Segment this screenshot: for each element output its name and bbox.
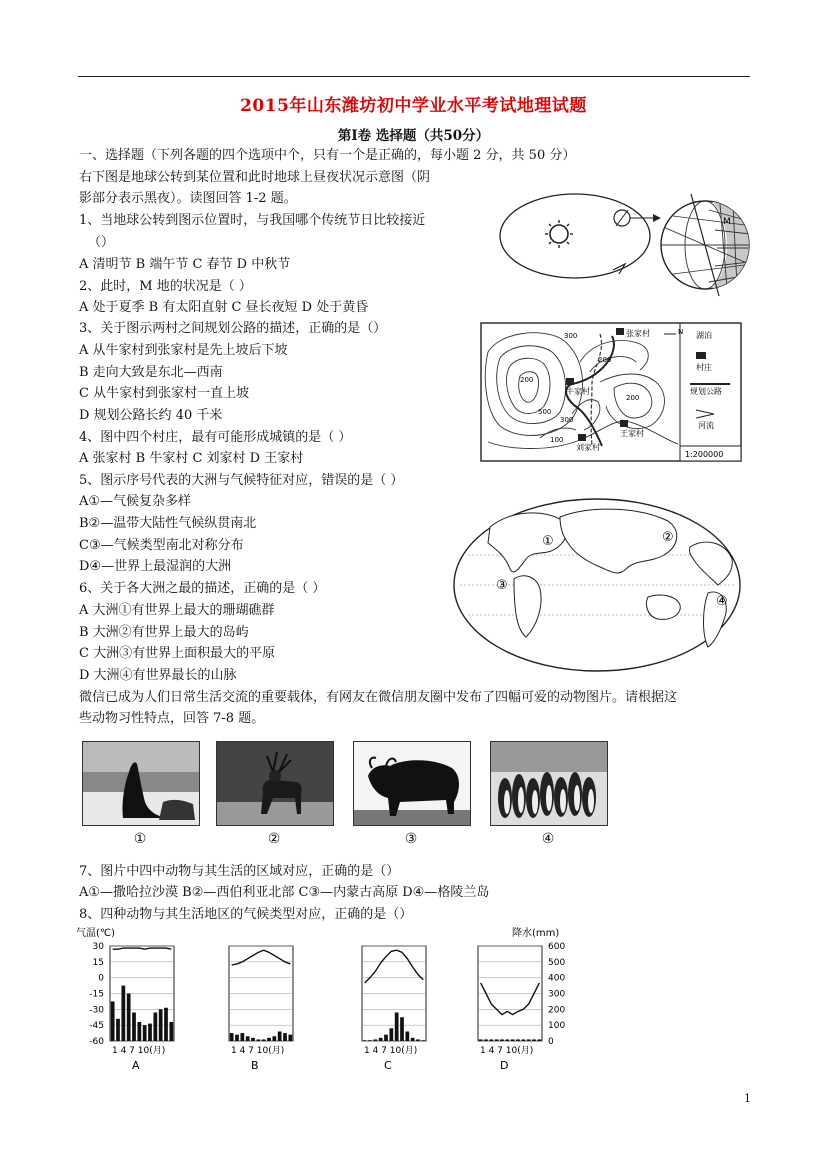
- month-axis-label: 1 4 7 10(月): [480, 1046, 534, 1056]
- precip-bar: [384, 1035, 388, 1041]
- page-title: 2015年山东潍坊初中学业水平考试地理试题: [240, 96, 587, 116]
- precip-bar: [143, 1025, 147, 1041]
- intro-text-1: 右下图是地球公转到某位置和此时地球上昼夜状况示意图（阴: [79, 170, 431, 185]
- month-axis-label: 1 4 7 10(月): [231, 1046, 285, 1056]
- earth-globe-icon: [661, 194, 750, 296]
- precip-bar: [527, 1039, 531, 1041]
- q7-stem: 7、图片中四中动物与其生活的区域对应，正确的是（）: [79, 864, 400, 879]
- continent-label-4: ④: [716, 594, 728, 609]
- climate-chart-A: [110, 946, 174, 1072]
- precip-bar: [416, 1039, 420, 1041]
- precip-bar: [521, 1039, 525, 1041]
- continent-label-3: ③: [496, 578, 508, 593]
- photo-caption-2: ②: [267, 831, 281, 847]
- q8-stem: 8、四种动物与其生活地区的气候类型对应，正确的是（）: [79, 907, 413, 922]
- temp-tick-label: -45: [89, 1021, 104, 1032]
- temp-tick-label: -30: [89, 1005, 104, 1016]
- precip-bar: [153, 1013, 157, 1042]
- contour-label-200c: 200: [598, 356, 612, 364]
- chart-letter-label: B: [251, 1059, 259, 1072]
- q5-option-d: D④—世界上最湿润的大洲: [79, 559, 232, 574]
- precip-bar: [278, 1032, 282, 1042]
- village-zhang-label: 张家村: [626, 329, 650, 338]
- world-map: [450, 497, 744, 677]
- precip-tick-label: 600: [548, 942, 566, 952]
- kangaroo-photo-icon: [83, 742, 199, 825]
- q6-option-a: A 大洲①有世界上最大的珊瑚礁群: [79, 603, 275, 618]
- legend-village-icon: [696, 352, 706, 359]
- q6-stem: 6、关于各大洲之最的描述，正确的是（ ）: [79, 581, 326, 596]
- photo-caption-4: ④: [541, 831, 555, 847]
- village-niu-label: 牛家村: [566, 387, 590, 396]
- precip-bar: [532, 1039, 536, 1041]
- page-number: 1: [744, 1092, 751, 1105]
- q1-options: A 清明节 B 端午节 C 春节 D 中秋节: [79, 257, 291, 272]
- month-axis-label: 1 4 7 10(月): [364, 1046, 418, 1056]
- header-rule: [78, 76, 750, 77]
- climate-chart-C: [362, 946, 426, 1072]
- north-label: N: [678, 328, 684, 336]
- contour-label-500: 500: [538, 408, 552, 416]
- village-niu-marker: [566, 378, 574, 385]
- instruction-text: 一、选择题（下列各题的四个选项中个，只有一个是正确的，每小题 2 分，共 50 分）: [79, 148, 576, 163]
- precip-tick-label: 400: [548, 973, 566, 984]
- temp-tick-label: 0: [98, 973, 104, 984]
- contour-label-100: 100: [550, 436, 564, 444]
- legend-village-label: 村庄: [696, 363, 712, 372]
- precip-bar: [272, 1036, 276, 1041]
- q2-stem: 2、此时，M 地的状况是（ ）: [79, 279, 252, 294]
- precip-tick-label: 500: [548, 957, 566, 968]
- precip-bar: [505, 1039, 509, 1041]
- temp-axis-title: 气温(℃): [76, 928, 116, 939]
- village-wang-marker: [620, 420, 628, 427]
- precip-tick-label: 200: [548, 1005, 566, 1016]
- q7-options: A①—撒哈拉沙漠 B②—西伯利亚北部 C③—内蒙古高原 D④—格陵兰岛: [79, 885, 490, 900]
- animal-photo-4: [490, 741, 608, 826]
- contour-map: [480, 322, 742, 462]
- q3-stem: 3、关于图示两村之间规划公路的描述，正确的是（）: [79, 321, 387, 336]
- q5-option-b: B②—温带大陆性气候纵贯南北: [79, 516, 257, 531]
- village-zhang-marker: [616, 328, 624, 335]
- legend-river-label: 河流: [698, 421, 714, 430]
- precip-bar: [262, 1039, 266, 1041]
- precip-bar: [411, 1038, 415, 1041]
- village-wang-label: 王家村: [620, 429, 644, 438]
- precip-bar: [240, 1033, 244, 1041]
- precip-bar: [159, 1009, 163, 1041]
- animal-photo-2: [216, 741, 334, 826]
- m-label: M: [723, 217, 731, 227]
- precip-bar: [288, 1035, 292, 1041]
- intro-text-2: 影部分表示黑夜）。读图回答 1-2 题。: [79, 191, 297, 206]
- q6-option-d: D 大洲④有世界最长的山脉: [79, 668, 237, 683]
- q3-option-d: D 规划公路长约 40 千米: [79, 408, 223, 423]
- q3-option-c: C 从牛家村到张家村一直上坡: [79, 386, 250, 401]
- contour-label-200b: 200: [626, 394, 640, 402]
- photo-caption-1: ①: [133, 831, 147, 847]
- precip-bar: [230, 1033, 234, 1041]
- chart-letter-label: D: [500, 1059, 509, 1072]
- yak-photo-icon: [354, 742, 470, 825]
- q1-stem-blank: （）: [88, 235, 115, 250]
- q2-options: A 处于夏季 B 有太阳直射 C 昼长夜短 D 处于黄昏: [79, 300, 369, 315]
- precip-bar: [148, 1024, 152, 1041]
- animal-photo-1: [82, 741, 200, 826]
- precip-bar: [246, 1036, 250, 1041]
- contour-label-300a: 300: [564, 332, 578, 340]
- section-title: 第Ⅰ卷 选择题（共50分）: [337, 128, 490, 144]
- precip-bar: [516, 1039, 520, 1041]
- q1-stem: 1、当地球公转到图示位置时，与我国哪个传统节日比较接近: [79, 213, 426, 228]
- legend-lake-label: 湖泊: [696, 331, 712, 340]
- precip-bar: [127, 994, 131, 1042]
- precip-bar: [484, 1039, 488, 1041]
- q7-8-intro-1: 微信已成为人们日常生活交流的重要载体，有网友在微信朋友圈中发布了四幅可爱的动物图片。请根据这: [79, 690, 678, 705]
- q3-option-a: A 从牛家村到张家村是先上坡后下坡: [79, 343, 288, 358]
- precip-bar: [389, 1028, 393, 1041]
- village-liu-label: 刘家村: [576, 443, 600, 452]
- precip-bar: [267, 1038, 271, 1041]
- continent-label-1: ①: [542, 534, 554, 549]
- q6-option-b: B 大洲②有世界上最大的岛屿: [79, 625, 249, 640]
- climate-chart-B: [229, 946, 293, 1072]
- orbit-arrow-icon: [613, 264, 625, 274]
- q6-option-c: C 大洲③有世界上面积最大的平原: [79, 646, 276, 661]
- precip-bar: [169, 1022, 173, 1041]
- contour-label-200a: 200: [520, 376, 534, 384]
- q5-option-a: A①—气候复杂多样: [79, 494, 192, 509]
- precip-bar: [405, 1032, 409, 1042]
- precip-bar: [111, 1001, 115, 1041]
- q5-option-c: C③—气候类型南北对称分布: [79, 538, 244, 553]
- precip-tick-label: 300: [548, 989, 566, 1000]
- climate-charts: [76, 924, 576, 1074]
- precip-bar: [132, 1013, 136, 1042]
- precip-bar: [121, 986, 125, 1041]
- month-axis-label: 1 4 7 10(月): [112, 1046, 166, 1056]
- animal-photo-3: [353, 741, 471, 826]
- precip-bar: [164, 1008, 168, 1041]
- chart-letter-label: C: [384, 1059, 392, 1072]
- temp-tick-label: 15: [92, 957, 104, 968]
- precip-bar: [256, 1039, 260, 1041]
- precip-bar: [373, 1039, 377, 1041]
- precip-bar: [400, 1017, 404, 1041]
- reindeer-photo-icon: [217, 742, 333, 825]
- precip-bar: [495, 1039, 499, 1041]
- precip-bar: [251, 1038, 255, 1041]
- q7-8-intro-2: 些动物习性特点，回答 7-8 题。: [79, 711, 265, 726]
- legend-road-label: 规划公路: [690, 387, 722, 396]
- scale-label: 1:200000: [685, 450, 724, 459]
- precip-bar: [283, 1033, 287, 1041]
- q4-options: A 张家村 B 牛家村 C 刘家村 D 王家村: [79, 451, 304, 466]
- sun-icon: [550, 225, 568, 243]
- contour-label-300b: 300: [560, 416, 574, 424]
- precip-bar: [500, 1039, 504, 1041]
- penguins-photo-icon: [491, 742, 607, 825]
- precip-axis-title: 降水(mm): [512, 928, 560, 939]
- q5-stem: 5、图示序号代表的大洲与气候特征对应，错误的是（ ）: [79, 473, 404, 488]
- precip-bar: [116, 1019, 120, 1041]
- precip-bar: [363, 1040, 367, 1041]
- village-liu-marker: [578, 434, 586, 441]
- orbit-diagram: [495, 190, 750, 305]
- precip-bar: [479, 1039, 483, 1041]
- precip-bar: [489, 1039, 493, 1041]
- precip-bar: [537, 1039, 541, 1041]
- chart-letter-label: A: [132, 1059, 140, 1072]
- temp-tick-label: 30: [92, 942, 104, 952]
- orbit-ellipse: [500, 194, 650, 278]
- precip-tick-label: 100: [548, 1021, 566, 1032]
- temp-tick-labels: [89, 942, 104, 1047]
- precip-tick-label: 0: [548, 1037, 554, 1047]
- precip-bar: [235, 1035, 239, 1041]
- temp-tick-label: -60: [89, 1037, 104, 1047]
- precip-bar: [137, 1022, 141, 1041]
- precip-tick-labels: [548, 942, 565, 1047]
- photo-caption-3: ③: [404, 831, 418, 847]
- precip-bar: [421, 1040, 425, 1041]
- precip-bar: [379, 1038, 383, 1041]
- q4-stem: 4、图中四个村庄，最有可能形成城镇的是（ ）: [79, 430, 352, 445]
- q3-option-b: B 走向大致是东北—西南: [79, 365, 223, 380]
- climate-chart-D: [478, 946, 542, 1072]
- precip-bar: [395, 1013, 399, 1042]
- temp-tick-label: -15: [89, 989, 104, 1000]
- precip-bar: [368, 1040, 372, 1041]
- precip-bar: [511, 1039, 515, 1041]
- continent-label-2: ②: [662, 530, 674, 545]
